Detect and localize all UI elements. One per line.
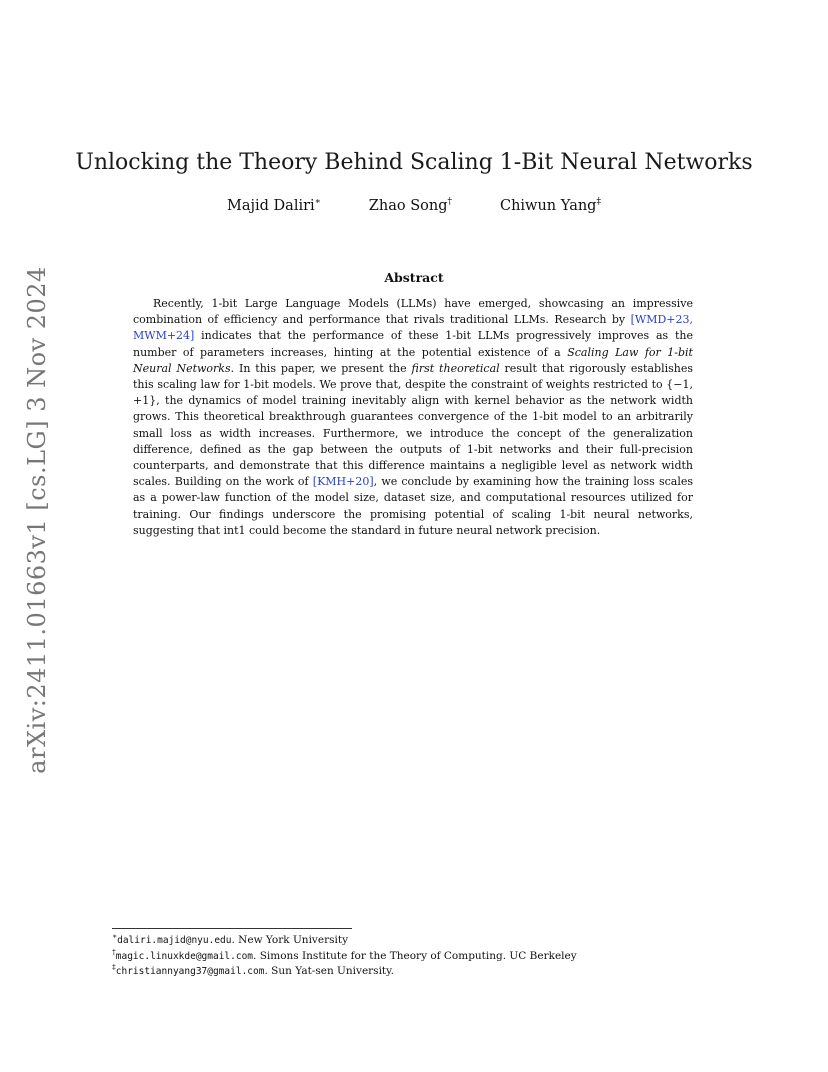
author-list xyxy=(0,198,828,214)
abstract-text: Recently, 1-bit Large Language Models (LLMs) have emerged, showcasing an impressive combination of efficiency and performance that rivals traditional LLMs. Research by xyxy=(133,297,693,327)
abstract-text: , we conclude by examining how the training loss scales as a power-law function of the model size, dataset size, and computational resources utilized for training. Our findings underscore the promising potential of scaling 1-bit neural networks, suggesting that int1 could become the standard in future neural network precision. xyxy=(133,475,694,537)
author-name: Majid Daliri xyxy=(227,198,315,214)
author-name: Zhao Song xyxy=(368,198,448,214)
abstract-emphasis: Scaling Law for 1-bit Neural Networks xyxy=(133,345,693,375)
abstract-heading: Abstract xyxy=(384,270,444,285)
footnotes xyxy=(112,933,577,980)
abstract-text: result that rigorously establishes this scaling law for 1-bit models. We prove that, despite the constraint of weights restricted to {−1, +1}, the dynamics of model training inevitably align with kernel behavior as the network width grows. This theoretical breakthrough guarantees convergence of the 1-bit model to an arbitrarily small loss as width increases. Furthermore, we introduce the concept of the generalization difference, defined as the gap between the outputs of 1-bit networks and their full-precision counterparts, and demonstrate that this difference maintains a negligible level as network width scales. Building on the work of xyxy=(133,361,693,489)
footnote-email[interactable]: daliri.majid@nyu.edu xyxy=(117,935,232,946)
author-song xyxy=(369,198,452,214)
author-daliri xyxy=(227,198,321,214)
citation-link[interactable]: [WMD+23, MWM+24] xyxy=(133,313,693,343)
abstract-text: indicates that the performance of these 1-bit LLMs progressively improves as the number of parameters increases, hinting at the potential existence of a xyxy=(133,329,693,359)
footnote-email[interactable]: magic.linuxkde@gmail.com xyxy=(115,950,254,962)
citation-link[interactable]: [KMH+20] xyxy=(312,475,374,489)
abstract-body xyxy=(133,296,693,539)
author-mark: ‡ xyxy=(596,197,601,208)
author-mark: † xyxy=(447,197,452,208)
abstract-emphasis: first theoretical xyxy=(411,361,500,375)
footnote-rule xyxy=(112,928,352,929)
author-yang xyxy=(500,198,601,214)
footnote-3 xyxy=(112,964,577,980)
footnote-mark: ‡ xyxy=(112,962,116,972)
footnote-1 xyxy=(112,933,577,949)
abstract-text: . In this paper, we present the xyxy=(230,361,412,375)
footnote-mark: † xyxy=(112,947,116,956)
footnote-affiliation: . New York University xyxy=(231,934,348,946)
paper-title: Unlocking the Theory Behind Scaling 1-Bit Neural Networks xyxy=(75,150,753,175)
footnote-affiliation: . Simons Institute for the Theory of Computing. UC Berkeley xyxy=(253,949,577,962)
footnote-mark: ∗ xyxy=(112,931,118,941)
author-mark: ∗ xyxy=(314,197,321,208)
author-name: Chiwun Yang xyxy=(499,198,597,214)
footnote-email[interactable]: christiannyang37@gmail.com xyxy=(115,966,265,977)
footnote-2 xyxy=(112,949,577,965)
arxiv-identifier-stamp: arXiv:2411.01663v1 [cs.LG] 3 Nov 2024 xyxy=(23,266,51,774)
footnote-affiliation: . Sun Yat-sen University. xyxy=(264,965,395,977)
